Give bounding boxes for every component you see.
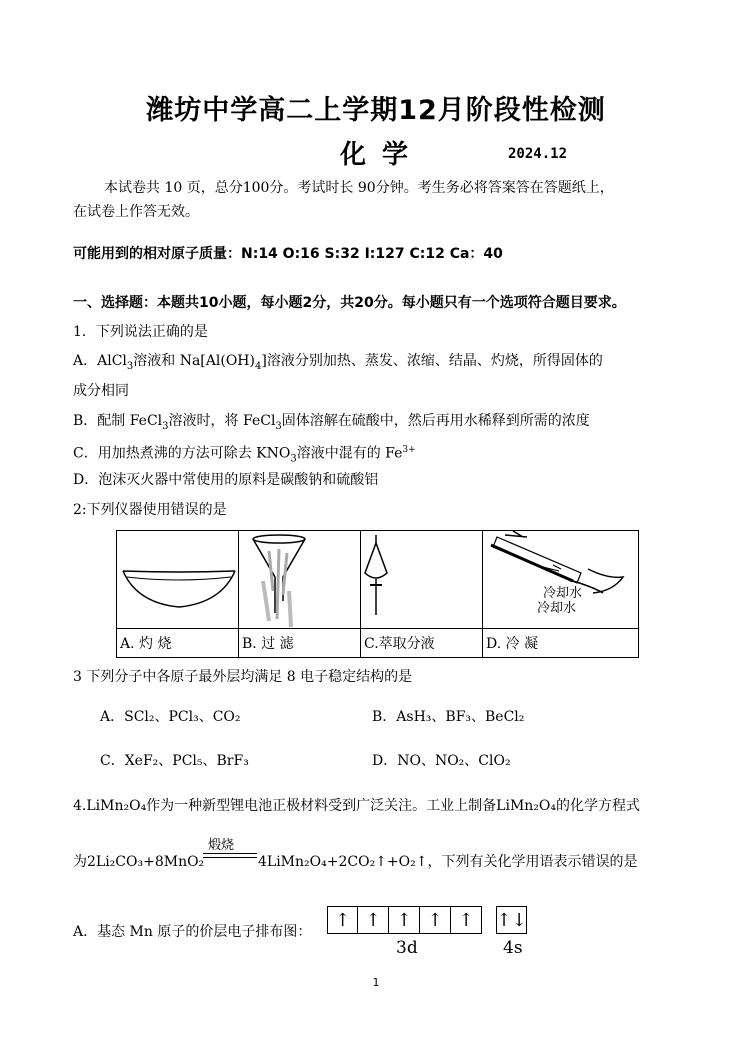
orbital-3d-boxes <box>327 906 482 934</box>
q4-eq-prefix: 为2Li₂CO₃+8MnO₂ <box>73 854 205 870</box>
page-title: 潍坊中学高二上学期12月阶段性检测 <box>146 95 606 126</box>
option-a-label: A. 灼 烧 <box>117 629 239 658</box>
orbital-4s-1: ↑↓ <box>496 906 527 934</box>
separatory-funnel-icon <box>361 531 482 628</box>
label-4s: 4s <box>503 938 523 958</box>
q1-option-b: B．配制 FeCl$_3$溶液时，将 FeCl$_3$固体溶解在硫酸中，然后再用水稀释到所需的浓度 <box>73 413 590 432</box>
q3-option-d: D．NO、NO₂、ClO₂ <box>372 753 511 769</box>
orbital-3d-5: ↑ <box>451 906 482 934</box>
q3-option-c: C．XeF₂、PCl₅、BrF₃ <box>100 753 249 769</box>
reaction-line-bottom <box>203 857 257 858</box>
q2-stem: 2:下列仪器使用错误的是 <box>73 502 227 518</box>
exam-date: 2024.12 <box>508 146 568 162</box>
filter-cell <box>239 531 361 629</box>
orbital-4s-boxes <box>496 906 527 934</box>
cooling-water-label-2: 冷却水 <box>537 601 577 616</box>
atomic-mass-line: 可能用到的相对原子质量：N:14 O:16 S:32 I:127 C:12 Ca：40 <box>73 246 503 262</box>
option-d-label: D. 冷 凝 <box>483 629 639 658</box>
q3-option-a: A．SCl₂、PCl₃、CO₂ <box>100 709 241 725</box>
crucible-cell <box>117 531 239 629</box>
orbital-3d-1: ↑ <box>327 906 358 934</box>
evaporating-dish-icon <box>117 531 238 628</box>
intro-line-2: 在试卷上作答无效。 <box>73 204 199 220</box>
q4-option-a: A．基态 Mn 原子的价层电子排布图： <box>73 924 312 940</box>
section-1-heading: 一、选择题：本题共10小题，每小题2分，共20分。每小题只有一个选项符合题目要求。 <box>73 295 626 311</box>
option-c-label: C.萃取分液 <box>361 629 483 658</box>
label-3d: 3d <box>396 938 418 958</box>
condenser-cell <box>483 531 639 629</box>
q1-stem: 1．下列说法正确的是 <box>73 324 208 340</box>
reaction-line-top <box>203 853 257 854</box>
orbital-3d-3: ↑ <box>389 906 420 934</box>
q1-option-c: C．用加热煮沸的方法可除去 $KNO_3$溶液中混有的 $Fe^{3+}$ <box>73 445 416 465</box>
q1-option-a: A．AlCl$_3$溶液和 $Na[Al(OH)_4]$溶液分别加热、蒸发、浓缩、结晶、灼烧，所得固体的 <box>73 353 603 372</box>
page-number: 1 <box>372 976 380 989</box>
separatory-funnel-cell <box>361 531 483 629</box>
subject-title: 化学 <box>340 140 425 170</box>
q1-option-a-cont: 成分相同 <box>73 383 129 399</box>
orbital-3d-4: ↑ <box>420 906 451 934</box>
cooling-water-label-1: 冷却水 <box>543 586 583 601</box>
q3-option-b: B．AsH₃、BF₃、BeCl₂ <box>372 709 525 725</box>
q1-option-d: D．泡沫灭火器中常使用的原料是碳酸钠和硫酸铝 <box>73 472 379 488</box>
q4-line-1: 4.LiMn₂O₄作为一种新型锂电池正极材料受到广泛关注。工业上制备LiMn₂O₄的化学方程式 <box>73 798 641 814</box>
q4-eq-suffix: 4LiMn₂O₄+2CO₂↑+O₂↑，下列有关化学用语表示错误的是 <box>258 854 638 870</box>
q4-condition: 煅烧 <box>208 838 235 853</box>
apparatus-table <box>116 530 639 658</box>
intro-line-1: 本试卷共 10 页，总分100分。考试时长 90分钟。考生务必将答案答在答题纸上， <box>104 180 614 196</box>
funnel-icon <box>239 531 360 628</box>
q3-stem: 3 下列分子中各原子最外层均满足 8 电子稳定结构的是 <box>73 669 413 685</box>
option-b-label: B. 过 滤 <box>239 629 361 658</box>
orbital-3d-2: ↑ <box>358 906 389 934</box>
